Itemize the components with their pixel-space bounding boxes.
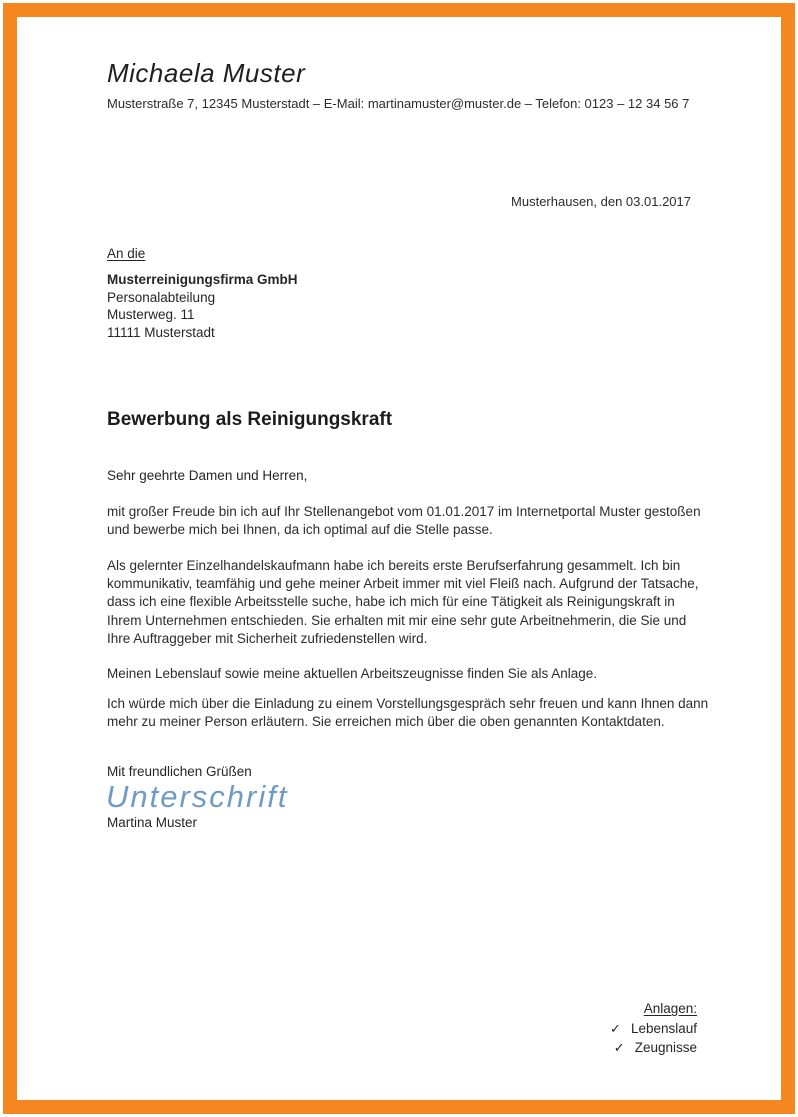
attachments-block <box>610 999 697 1058</box>
body-paragraph-2: Als gelernter Einzelhandelskaufmann habe ich bereits erste Berufserfahrung gesammelt. Ich bin kommunikativ, teamfähig und gehe meiner Arbeit immer mit viel Fleiß nach. Aufgrund der Tatsache, dass ich eine flexible Arbeitsstelle suche, habe ich mich für eine Tätigkeit als Reinigungskraft in Ihrem Unternehmen entschieden. Sie erhalten mit mir eine sehr gute Arbeitnehmerin, die Sie und Ihre Auftraggeber mit Sicherheit zufriedenstellen wird. <box>107 558 699 646</box>
recipient-intro: An die <box>107 246 146 261</box>
date-line: Musterhausen, den 03.01.2017 <box>511 194 691 209</box>
recipient-city: 11111 Musterstadt <box>107 324 215 340</box>
recipient-street: Musterweg. 11 <box>107 307 195 322</box>
closing-regards: Mit freundlichen Grüßen <box>107 764 252 779</box>
body-paragraph-3: Meinen Lebenslauf sowie meine aktuellen Arbeitszeugnisse finden Sie als Anlage. <box>107 666 598 681</box>
attachment-item <box>610 1019 697 1039</box>
sender-contact-line: Musterstraße 7, 12345 Musterstadt – E-Mail: martinamuster@muster.de – Telefon: 0123 – 12 34 56 7 <box>107 96 690 111</box>
recipient-department: Personalabteilung <box>107 289 216 305</box>
signature-text: Unterschrift <box>106 779 289 814</box>
attachment-label: Zeugnisse <box>634 1040 697 1055</box>
body-paragraph-4: Ich würde mich über die Einladung zu einem Vorstellungsgespräch sehr freuen und kann Ihnen dann mehr zu meiner Person erläutern. Sie erreichen mich über die oben genannten Kontaktdaten. <box>107 696 709 730</box>
checkmark-icon: ✓ <box>610 1020 621 1036</box>
attachments-title: Anlagen: <box>643 1001 697 1016</box>
attachment-item <box>614 1038 697 1058</box>
checkmark-icon: ✓ <box>613 1040 625 1055</box>
recipient-address-block <box>107 271 298 341</box>
recipient-company: Musterreinigungsfirma GmbH <box>107 272 298 287</box>
salutation: Sehr geehrte Damen und Herren, <box>107 468 308 483</box>
sender-name: Michaela Muster <box>107 58 306 88</box>
signer-name: Martina Muster <box>107 815 198 830</box>
subject-line: Bewerbung als Reinigungskraft <box>107 409 393 430</box>
attachment-label: Lebenslauf <box>630 1020 697 1036</box>
body-paragraph-1: mit großer Freude bin ich auf Ihr Stellenangebot vom 01.01.2017 im Internetportal Muster gestoßen und bewerbe mich bei Ihnen, da ich optimal auf die Stelle passe. <box>107 504 701 538</box>
